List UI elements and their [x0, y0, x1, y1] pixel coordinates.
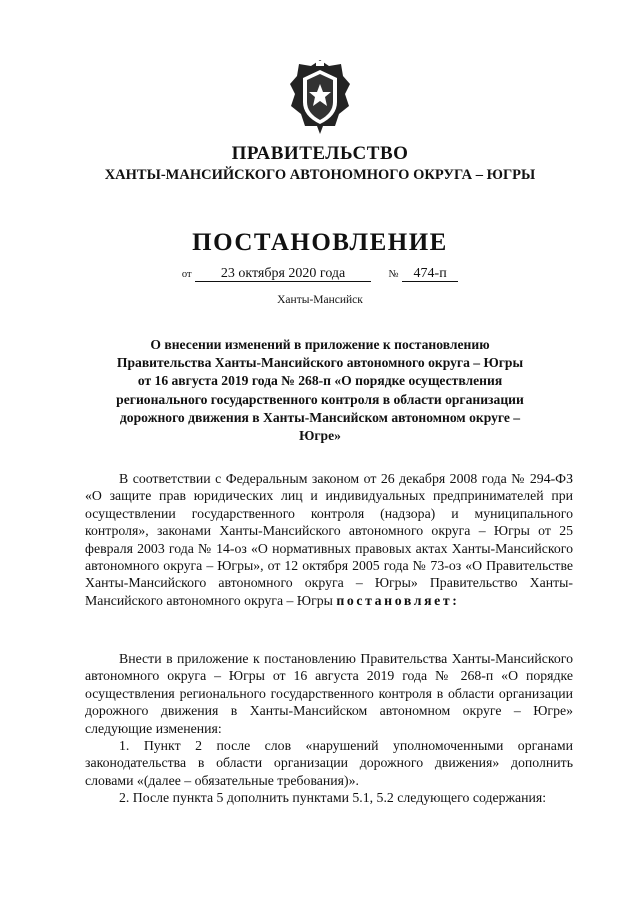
amendment-item-2: 2. После пункта 5 дополнить пунктами 5.1, 5.2 следующего содержания:: [119, 790, 547, 806]
document-type-title: ПОСТАНОВЛЕНИЕ: [192, 229, 448, 256]
amendments-intro: Внести в приложение к постановлению Правительства Ханты-Мансийского автономного округа – Югры от 16 августа 2019 года № 268-п «О порядке осуществления регионального государственного контроля в области организации дорожного движения в Ханты-Мансийском автономном округе – Югре» следующие изменения:: [85, 651, 573, 736]
decree-date: 23 октября 2020 года: [195, 266, 371, 282]
decree-number: 474-п: [402, 266, 458, 282]
amendments-section: [85, 650, 573, 807]
preamble-paragraph: [85, 470, 573, 609]
government-title: ПРАВИТЕЛЬСТВО: [231, 143, 409, 164]
issue-city: Ханты-Мансийск: [277, 294, 363, 306]
date-prefix: от: [181, 269, 192, 280]
decree-subject: О внесении изменений в приложение к постановлению Правительства Ханты-Мансийского автономного округа – Югры от 16 августа 2019 года № 268-п «О порядке осуществления регионального государственного контроля в области организации дорожного движения в Ханты-Мансийском автономном округе – Югре»: [116, 337, 524, 444]
date-number-line: [0, 266, 640, 282]
decrees-word: постановляет:: [336, 592, 460, 608]
preamble-text: В соответствии с Федеральным законом от 26 декабря 2008 года № 294-ФЗ «О защите прав юридических лиц и индивидуальных предпринимателей при осуществлении государственного контроля (надзора) и муниципального контроля», законами Ханты-Мансийского автономного округа – Югры от 25 февраля 2003 года № 14-оз «О нормативных правовых актах Ханты-Мансийского автономного округа – Югры», от 12 октября 2005 года № 73-оз «О Правительстве Ханты-Мансийского автономного округа – Югры» Правительство Ханты-Мансийского автономного округа – Югры: [85, 471, 573, 608]
amendment-item-1: 1. Пункт 2 после слов «нарушений уполномоченными органами законодательства в области организации дорожного движения» дополнить словами «(далее – обязательные требования)».: [85, 738, 573, 788]
number-prefix: №: [388, 269, 399, 280]
region-title: ХАНТЫ-МАНСИЙСКОГО АВТОНОМНОГО ОКРУГА – ЮГРЫ: [104, 167, 536, 183]
coat-of-arms-icon: [287, 58, 353, 136]
